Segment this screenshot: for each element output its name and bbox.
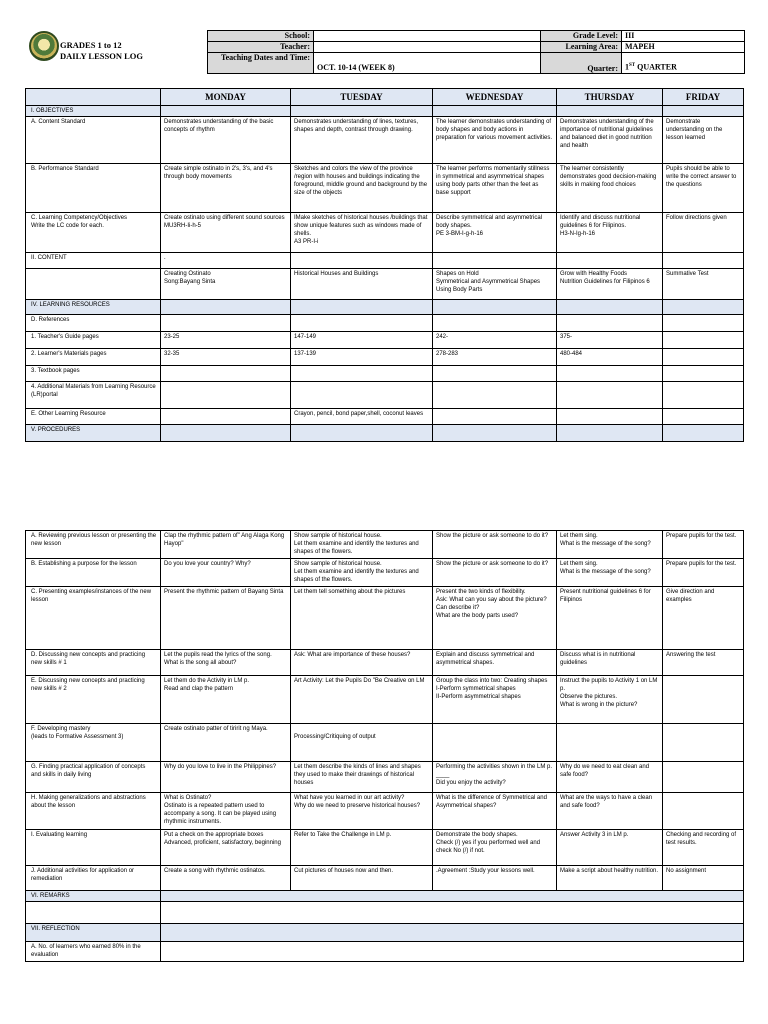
cell-monday[interactable]: 32-35 <box>161 349 291 366</box>
cell-wednesday[interactable] <box>433 724 557 762</box>
cell-wednesday[interactable]: Show the picture or ask someone to do it? <box>433 531 557 559</box>
table-row <box>26 762 744 793</box>
cell-thursday[interactable]: Identify and discuss nutritional guidelines 6 for Filipinos. H3-N-Ig-h-16 <box>557 213 663 253</box>
cell-wednesday[interactable] <box>433 409 557 425</box>
cell-monday[interactable]: Creating Ostinato Song:Bayang Sinta <box>161 269 291 300</box>
row-label: A. Content Standard <box>26 117 161 164</box>
cell-thursday[interactable]: The learner consistently demonstrates good decision-making skills in making food choices <box>557 164 663 213</box>
cell-wednesday[interactable]: The learner demonstrates understanding of body shapes and body actions in preparation for various movement activities. <box>433 117 557 164</box>
row-label: II. CONTENT <box>26 253 161 269</box>
cell-wednesday[interactable] <box>433 382 557 409</box>
table-row <box>26 366 744 382</box>
cell-monday[interactable]: Do you love your country? Why? <box>161 559 291 587</box>
cell-thursday[interactable] <box>557 425 663 442</box>
cell-thursday[interactable]: Make a script about healthy nutrition. <box>557 866 663 891</box>
cell-thursday[interactable] <box>557 366 663 382</box>
title-line-2: DAILY LESSON LOG <box>60 51 143 61</box>
deped-seal-icon <box>29 31 59 61</box>
table-row <box>26 269 744 300</box>
table-row <box>26 164 744 213</box>
cell-monday[interactable]: . <box>161 253 291 269</box>
table-row <box>26 213 744 253</box>
table-row <box>26 409 744 425</box>
cell-thursday[interactable] <box>557 106 663 117</box>
cell-friday[interactable] <box>663 106 744 117</box>
cell-tuesday[interactable]: IMake sketches of historical houses /buildings that show unique features such as windows made of shells. A3 PR-I-i <box>291 213 433 253</box>
cell-monday[interactable] <box>161 106 291 117</box>
cell-monday[interactable]: Why do you love to live in the Philippines? <box>161 762 291 793</box>
table-row <box>26 349 744 366</box>
table-row <box>26 425 744 442</box>
row-label: 3. Textbook pages <box>26 366 161 382</box>
row-label: A. No. of learners who earned 80% in the evaluation <box>26 942 161 962</box>
cell-thursday[interactable]: Answer Activity 3 in LM p. <box>557 830 663 866</box>
table-row <box>26 106 744 117</box>
row-label <box>26 902 161 924</box>
cell-monday[interactable] <box>161 425 291 442</box>
cell-thursday[interactable] <box>557 315 663 332</box>
cell-monday[interactable]: Put a check on the appropriate boxes Advanced, proficient, satisfactory, beginning <box>161 830 291 866</box>
cell-wednesday[interactable] <box>433 366 557 382</box>
merged-cell[interactable] <box>161 902 744 924</box>
table-row <box>26 332 744 349</box>
cell-friday[interactable] <box>663 762 744 793</box>
cell-tuesday[interactable]: Show sample of historical house. Let them examine and identify the textures and shapes of the flowers. <box>291 559 433 587</box>
cell-tuesday[interactable]: Let them describe the kinds of lines and shapes they used to make their drawings of historical houses <box>291 762 433 793</box>
table-row <box>26 315 744 332</box>
cell-wednesday[interactable] <box>433 300 557 315</box>
cell-tuesday[interactable]: What have you learned in our art activity? Why do we need to preserve historical houses? <box>291 793 433 830</box>
cell-tuesday[interactable]: Cut pictures of houses now and then. <box>291 866 433 891</box>
cell-tuesday[interactable]: Crayon, pencil, bond paper,shell, coconut leaves <box>291 409 433 425</box>
grade-level-value[interactable]: III <box>622 31 745 42</box>
cell-monday[interactable]: Create ostinato patter of tiririt ng Maya. <box>161 724 291 762</box>
table-row <box>26 531 744 559</box>
cell-monday[interactable]: Let them do the Activity in LM p. Read and clap the pattern <box>161 676 291 724</box>
day-header-wednesday: WEDNESDAY <box>433 89 557 106</box>
cell-thursday[interactable] <box>557 724 663 762</box>
table-row <box>26 724 744 762</box>
cell-tuesday[interactable]: Processing/Critiquing of output <box>291 724 433 762</box>
cell-friday[interactable]: Follow directions given <box>663 213 744 253</box>
table-row <box>26 300 744 315</box>
cell-wednesday[interactable]: Demonstrate the body shapes. Check (/) yes if you performed well and check No (/) if not. <box>433 830 557 866</box>
cell-friday[interactable]: Checking and recording of test results. <box>663 830 744 866</box>
cell-monday[interactable]: Clap the rhythmic pattern of" Ang Alaga Kong Hayop" <box>161 531 291 559</box>
cell-tuesday[interactable]: Art Activity: Let the Pupils Do "Be Creative on LM <box>291 676 433 724</box>
cell-wednesday[interactable]: 242- <box>433 332 557 349</box>
cell-wednesday[interactable] <box>433 253 557 269</box>
table-row <box>26 559 744 587</box>
row-label: 4. Additional Materials from Learning Resource (LR)portal <box>26 382 161 409</box>
table-row <box>26 650 744 676</box>
learning-area-label: Learning Area: <box>541 42 622 53</box>
cell-monday[interactable]: Let the pupils read the lyrics of the song. What is the song all about? <box>161 650 291 676</box>
cell-friday[interactable]: Summative Test <box>663 269 744 300</box>
cell-wednesday[interactable]: Describe symmetrical and asymmetrical body shapes. PE 3-BM-I-g-h-16 <box>433 213 557 253</box>
cell-thursday[interactable]: Discuss what is in nutritional guidelines <box>557 650 663 676</box>
cell-tuesday[interactable]: Demonstrates understanding of lines, textures, shapes and depth, contrast through drawing. <box>291 117 433 164</box>
cell-tuesday[interactable] <box>291 382 433 409</box>
teaching-dates-value[interactable]: OCT. 10-14 (WEEK 8) <box>314 53 541 74</box>
cell-wednesday[interactable] <box>433 425 557 442</box>
cell-wednesday[interactable]: Show the picture or ask someone to do it? <box>433 559 557 587</box>
cell-friday[interactable]: No assignment <box>663 866 744 891</box>
row-label: C. Presenting examples/instances of the new lesson <box>26 587 161 650</box>
table-row <box>26 830 744 866</box>
cell-friday[interactable]: Pupils should be able to write the correct answer to the questions <box>663 164 744 213</box>
cell-wednesday[interactable] <box>433 315 557 332</box>
row-label: I. OBJECTIVES <box>26 106 161 117</box>
teacher-value[interactable] <box>314 42 541 53</box>
row-label: V. PROCEDURES <box>26 425 161 442</box>
cell-wednesday[interactable]: Group the class into two: Creating shapes I-Perform symmetrical shapes II-Perform asymmetrical shapes <box>433 676 557 724</box>
teaching-dates-label: Teaching Dates and Time: <box>208 53 314 74</box>
row-label: C. Learning Competency/Objectives Write the LC code for each. <box>26 213 161 253</box>
cell-tuesday[interactable]: Let them tell something about the pictures <box>291 587 433 650</box>
table-row <box>26 891 744 902</box>
cell-friday[interactable] <box>663 332 744 349</box>
cell-monday[interactable]: Create a song with rhythmic ostinatos. <box>161 866 291 891</box>
cell-thursday[interactable]: Present nutritional guidelines 6 for Filipinos <box>557 587 663 650</box>
cell-thursday[interactable]: 375- <box>557 332 663 349</box>
cell-friday[interactable] <box>663 425 744 442</box>
row-label: G. Finding practical application of concepts and skills in daily living <box>26 762 161 793</box>
cell-thursday[interactable]: What are the ways to have a clean and safe food? <box>557 793 663 830</box>
cell-friday[interactable] <box>663 409 744 425</box>
cell-monday[interactable]: Create simple ostinato in 2's, 3's, and 4's through body movements <box>161 164 291 213</box>
cell-thursday[interactable] <box>557 300 663 315</box>
cell-tuesday[interactable] <box>291 106 433 117</box>
cell-monday[interactable]: Present the rhythmic pattern of Bayang Sinta <box>161 587 291 650</box>
school-value[interactable] <box>314 31 541 42</box>
cell-monday[interactable]: 23-25 <box>161 332 291 349</box>
cell-monday[interactable]: Demonstrates understanding of the basic concepts of rhythm <box>161 117 291 164</box>
merged-cell[interactable] <box>161 924 744 942</box>
row-label: J. Additional activities for application or remediation <box>26 866 161 891</box>
cell-wednesday[interactable]: 278-283 <box>433 349 557 366</box>
cell-friday[interactable]: Give direction and examples <box>663 587 744 650</box>
cell-monday[interactable] <box>161 366 291 382</box>
cell-thursday[interactable] <box>557 409 663 425</box>
row-label: IV. LEARNING RESOURCES <box>26 300 161 315</box>
cell-tuesday[interactable] <box>291 315 433 332</box>
day-header-thursday: THURSDAY <box>557 89 663 106</box>
table-row <box>26 942 744 962</box>
cell-friday[interactable] <box>663 366 744 382</box>
cell-wednesday[interactable]: What is the difference of Symmetrical and Asymmetrical shapes? <box>433 793 557 830</box>
row-label: D. Discussing new concepts and practicing new skills # 1 <box>26 650 161 676</box>
cell-wednesday[interactable]: Present the two kinds of flexibility. Ask: What can you say about the picture? Can describe it? What are the body parts used? <box>433 587 557 650</box>
grade-level-label: Grade Level: <box>541 31 622 42</box>
cell-wednesday[interactable] <box>433 106 557 117</box>
day-header-friday: FRIDAY <box>663 89 744 106</box>
cell-wednesday[interactable]: Shapes on Hold Symmetrical and Asymmetrical Shapes Using Body Parts <box>433 269 557 300</box>
cell-friday[interactable]: Prepare pupils for the test. <box>663 531 744 559</box>
row-label: B. Establishing a purpose for the lesson <box>26 559 161 587</box>
cell-wednesday[interactable]: The learner performs momentarily stillness in symmetrical and asymmetrical shapes using body parts other than the feet as base support <box>433 164 557 213</box>
school-label: School: <box>208 31 314 42</box>
cell-wednesday[interactable]: .Agreement :Study your lessons well. <box>433 866 557 891</box>
merged-cell[interactable] <box>161 891 744 902</box>
table-row <box>26 676 744 724</box>
table-row <box>26 866 744 891</box>
cell-tuesday[interactable]: Show sample of historical house. Let them examine and identify the textures and shapes of the flowers. <box>291 531 433 559</box>
row-label: D. References <box>26 315 161 332</box>
cell-monday[interactable] <box>161 409 291 425</box>
cell-monday[interactable]: Create ostinato using different sound sources MU3RH-Ii-h-5 <box>161 213 291 253</box>
row-label: B. Performance Standard <box>26 164 161 213</box>
cell-friday[interactable] <box>663 724 744 762</box>
cell-monday[interactable] <box>161 382 291 409</box>
lesson-log-table-procedures <box>25 530 744 962</box>
quarter-value[interactable]: 1ST QUARTER <box>622 53 745 74</box>
table-row <box>26 117 744 164</box>
row-label: E. Discussing new concepts and practicing new skills # 2 <box>26 676 161 724</box>
row-label: 2. Learner's Materials pages <box>26 349 161 366</box>
quarter-label: Quarter: <box>541 53 622 74</box>
row-label: F. Developing mastery (leads to Formative Assessment 3) <box>26 724 161 762</box>
cell-tuesday[interactable] <box>291 253 433 269</box>
cell-thursday[interactable]: Let them sing. What is the message of the song? <box>557 559 663 587</box>
cell-tuesday[interactable]: Ask: What are importance of these houses? <box>291 650 433 676</box>
cell-tuesday[interactable]: Refer to Take the Challenge in LM p. <box>291 830 433 866</box>
row-label <box>26 269 161 300</box>
cell-tuesday[interactable]: Sketches and colors the view of the province /region with houses and buildings indicating the foreground, middle ground and background by the size of the objects <box>291 164 433 213</box>
table-row <box>26 253 744 269</box>
cell-thursday[interactable] <box>557 382 663 409</box>
header-info-table <box>207 30 745 74</box>
day-header-blank <box>26 89 161 106</box>
row-label: E. Other Learning Resource <box>26 409 161 425</box>
cell-friday[interactable] <box>663 315 744 332</box>
cell-tuesday[interactable] <box>291 300 433 315</box>
cell-friday[interactable] <box>663 300 744 315</box>
cell-tuesday[interactable]: 137-139 <box>291 349 433 366</box>
cell-thursday[interactable]: Demonstrates understanding of the importance of nutritional guidelines and balanced diet in good nutrition and health <box>557 117 663 164</box>
cell-tuesday[interactable]: Historical Houses and Buildings <box>291 269 433 300</box>
document-title <box>60 40 143 62</box>
day-header-monday: MONDAY <box>161 89 291 106</box>
table-row <box>26 924 744 942</box>
row-label: VI. REMARKS <box>26 891 161 902</box>
cell-thursday[interactable] <box>557 253 663 269</box>
table-row <box>26 902 744 924</box>
table-row <box>26 793 744 830</box>
table-row <box>26 382 744 409</box>
table-row <box>26 587 744 650</box>
cell-friday[interactable] <box>663 793 744 830</box>
row-label: A. Reviewing previous lesson or presenting the new lesson <box>26 531 161 559</box>
cell-wednesday[interactable]: Performing the activities shown in the LM p. ____ Did you enjoy the activity? <box>433 762 557 793</box>
cell-friday[interactable]: Answering the test <box>663 650 744 676</box>
row-label: I. Evaluating learning <box>26 830 161 866</box>
lesson-log-table-objectives <box>25 88 744 442</box>
cell-monday[interactable] <box>161 300 291 315</box>
cell-tuesday[interactable]: 147-149 <box>291 332 433 349</box>
merged-cell[interactable] <box>161 942 744 962</box>
cell-friday[interactable]: Prepare pupils for the test. <box>663 559 744 587</box>
cell-tuesday[interactable] <box>291 366 433 382</box>
title-line-1: GRADES 1 to 12 <box>60 40 122 50</box>
cell-wednesday[interactable]: Explain and discuss symmetrical and asymmetrical shapes. <box>433 650 557 676</box>
cell-thursday[interactable]: Why do we need to eat clean and safe food? <box>557 762 663 793</box>
row-label: 1. Teacher's Guide pages <box>26 332 161 349</box>
cell-monday[interactable] <box>161 315 291 332</box>
row-label: VII. REFLECTION <box>26 924 161 942</box>
cell-tuesday[interactable] <box>291 425 433 442</box>
teacher-label: Teacher: <box>208 42 314 53</box>
learning-area-value[interactable]: MAPEH <box>622 42 745 53</box>
cell-thursday[interactable]: Let them sing. What is the message of the song? <box>557 531 663 559</box>
cell-friday[interactable]: Demonstrate understanding on the lesson learned <box>663 117 744 164</box>
cell-thursday[interactable]: Instruct the pupils to Activity 1 on LM p. Observe the pictures. What is wrong in the picture? <box>557 676 663 724</box>
cell-thursday[interactable]: Grow with Healthy Foods Nutrition Guidelines for Filipinos 6 <box>557 269 663 300</box>
cell-thursday[interactable]: 480-484 <box>557 349 663 366</box>
cell-friday[interactable] <box>663 349 744 366</box>
row-label: H. Making generalizations and abstractions about the lesson <box>26 793 161 830</box>
day-header-tuesday: TUESDAY <box>291 89 433 106</box>
cell-monday[interactable]: What is Ostinato? Ostinato is a repeated pattern used to accompany a song. It can be played using rhythmic instruments. <box>161 793 291 830</box>
cell-friday[interactable] <box>663 253 744 269</box>
cell-friday[interactable] <box>663 676 744 724</box>
cell-friday[interactable] <box>663 382 744 409</box>
